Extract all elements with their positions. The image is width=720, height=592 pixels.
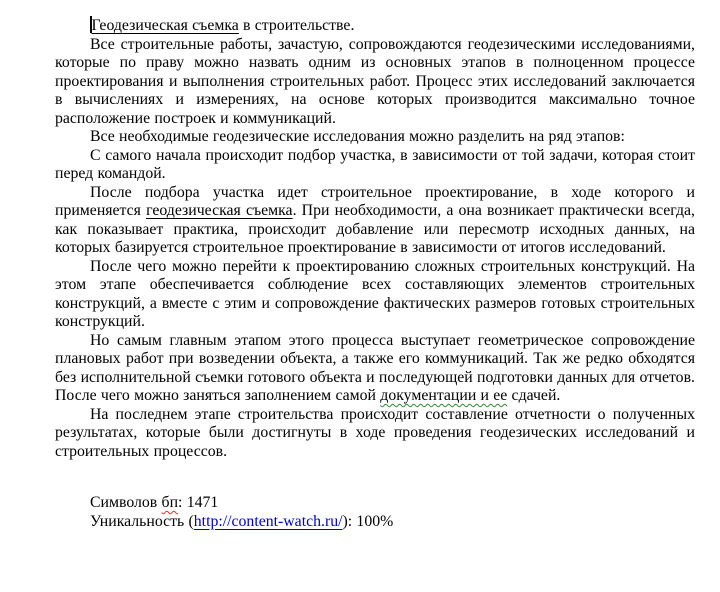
paragraph xyxy=(55,258,695,332)
paragraph xyxy=(55,184,695,258)
paragraph-text: Но самым главным этапом этого процесса выступает геометрическое сопровождение плановых работ при возведении объекта, а также его коммуникаций. Так же редко обходятся без исполнительной съемки готового объекта и последующей подготовки данных для отчетов. После чего можно заняться заполнением самой xyxy=(55,331,695,404)
grammar-flagged-text: документации и ее xyxy=(380,387,508,404)
paragraph-text: После чего можно перейти к проектированию сложных строительных конструкций. На этом этапе обеспечивается соблюдение всех составляющих элементов строительных конструкций, а вместе с этим и сопровождение фактических размеров готовых строительных конструкций. xyxy=(55,257,695,330)
paragraph-text: . При необходимости, а она возникает практически всегда, как показывает практика, происходит добавление или пересмотр исходных данных, на которых базируется строительное проектирование в зависимости от итогов исследований. xyxy=(55,202,695,256)
stats-uniqueness-line xyxy=(55,513,695,532)
doc-title xyxy=(55,16,695,36)
paragraph xyxy=(55,406,695,462)
spell-flagged-text: бп xyxy=(161,494,179,511)
paragraph-text: сдачей. xyxy=(507,387,561,404)
title-underlined-text: Геодезическая съемка xyxy=(91,17,239,34)
inline-underlined-term: геодезическая съемка xyxy=(146,202,293,219)
paragraph xyxy=(55,36,695,129)
stats-chars-label: Символов xyxy=(90,494,162,511)
title-rest-text: в строительстве. xyxy=(238,17,355,34)
paragraph-text: С самого начала происходит подбор участка, в зависимости от той задачи, которая стоит перед командой. xyxy=(55,146,695,182)
paragraph-text: На последнем этапе строительства происходит составление отчетности о полученных результатах, которые были достигнуты в ходе проведения геодезических исследований и строительных процессов. xyxy=(55,405,695,460)
stats-block xyxy=(55,494,695,531)
paragraph xyxy=(55,128,695,147)
paragraph xyxy=(55,332,695,406)
stats-chars-line xyxy=(55,494,695,513)
paragraph-text: Все необходимые геодезические исследования можно разделить на ряд этапов: xyxy=(90,128,625,145)
stats-chars-value: : 1471 xyxy=(178,494,219,511)
content-watch-link[interactable]: http://content-watch.ru/ xyxy=(193,512,343,530)
stats-uniqueness-value: ): 100% xyxy=(342,512,394,530)
paragraph-text: Все строительные работы, зачастую, сопровождаются геодезическими исследованиями, которые по праву можно назвать одним из основных этапов в полноценном процессе проектирования и выполнения строительных работ. Процесс этих исследований заключается в вычислениях и измерениях, на основе которых производится максимально точное расположение построек и коммуникаций. xyxy=(55,35,695,127)
paragraph xyxy=(55,147,695,184)
paragraph-text: После подбора участка идет строительное проектирование, в ходе которого и применяется xyxy=(55,183,695,219)
stats-uniqueness-label: Уникальность ( xyxy=(90,512,194,530)
